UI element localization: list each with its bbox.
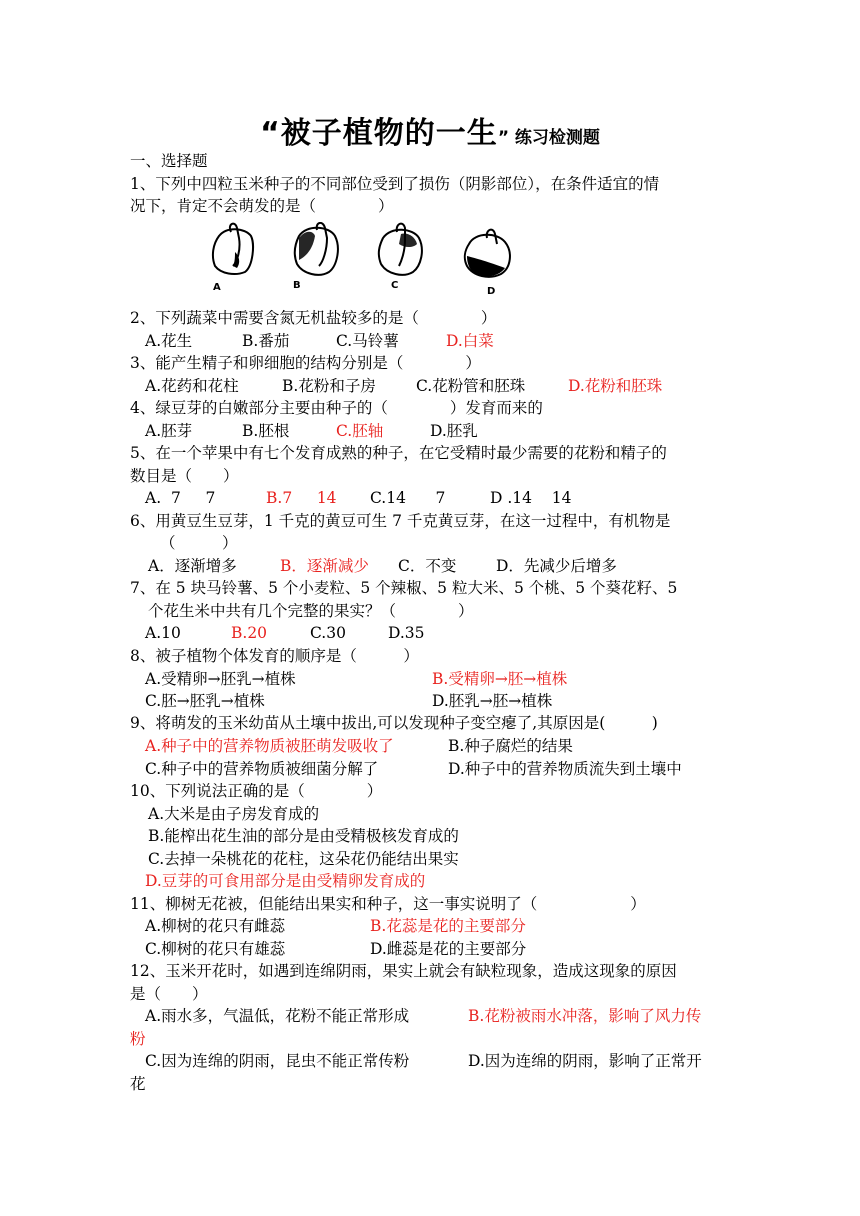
q2-option-b: B.番茄 [242,332,290,350]
title-sub: ” 练习检测题 [497,128,600,148]
q7-option-c: C.30 [310,624,346,642]
q12-option-c: C.因为连绵的阴雨，昆虫不能正常传粉 [145,1052,410,1070]
seed-b [293,223,338,291]
q12-option-b-answer: B.花粉被雨水冲落，影响了风力传 [468,1007,702,1025]
q11-option-c: C.柳树的花只有雄蕊 [145,940,286,958]
q4-option-a: A.胚芽 [145,422,193,440]
q1-line2: 况下，肯定不会萌发的是（ ） [130,197,394,215]
q11-stem: 11、柳树无花被，但能结出果实和种子，这一事实说明了（ ） [130,895,646,913]
q12-line1: 12、玉米开花时，如遇到连绵阴雨，果实上就会有缺粒现象，造成这现象的原因 [130,962,677,980]
q5-option-c: C.14 7 [370,489,446,507]
seed-d [465,230,510,297]
q7-option-d: D.35 [388,624,425,642]
q3-option-b: B.花粉和子房 [282,377,376,395]
q5-option-a: A. 7 7 [145,489,216,507]
q6-option-d: D．先减少后增多 [496,557,617,575]
seed-c [379,224,422,291]
q10-option-b: B.能榨出花生油的部分是由受精极核发育成的 [148,827,459,845]
q6-option-b-answer: B．逐渐减少 [280,557,369,575]
q8-stem: 8、被子植物个体发育的顺序是（ ） [130,647,419,665]
q6-line2: （ ） [160,534,238,552]
seed-c-label: C [391,280,399,291]
q4-option-d: D.胚乳 [430,422,478,440]
q11-option-a: A.柳树的花只有雌蕊 [145,917,286,935]
q10-option-a: A.大米是由子房发育成的 [148,805,320,823]
q9-option-d: D.种子中的营养物质流失到土壤中 [448,760,682,778]
q7-line1: 7、在 5 块马铃薯、5 个小麦粒、5 个辣椒、5 粒大米、5 个桃、5 个葵花籽、5 [130,579,678,597]
q9-stem: 9、将萌发的玉米幼苗从土壤中拔出,可以发现种子变空瘪了,其原因是( ) [130,714,658,732]
q8-option-a: A.受精卵→胚乳→植株 [145,670,296,688]
seed-b-label: B [293,280,301,291]
q4-option-b: B.胚根 [242,422,290,440]
q5-line1: 5、在一个苹果中有七个发育成熟的种子，在它受精时最少需要的花粉和精子的 [130,444,667,462]
q2-option-c: C.马铃薯 [336,332,399,350]
q3-option-d-answer: D.花粉和胚珠 [568,377,663,395]
q4-stem: 4、绿豆芽的白嫩部分主要由种子的（ ）发育而来的 [130,399,543,417]
q7-option-a: A.10 [145,624,181,642]
q1-line1: 1、下列中四粒玉米种子的不同部位受到了损伤（阴影部位），在条件适宜的情 [130,175,660,193]
q3-option-c: C.花粉管和胚珠 [416,377,526,395]
q9-option-c: C.种子中的营养物质被细菌分解了 [145,760,379,778]
q12-option-d: D.因为连绵的阴雨，影响了正常开 [468,1052,702,1070]
q11-option-d: D.雌蕊是花的主要部分 [370,940,527,958]
q10-stem: 10、下列说法正确的是（ ） [130,782,383,800]
q2-stem: 2、下列蔬菜中需要含氮无机盐较多的是（ ） [130,309,497,327]
q9-option-b: B.种子腐烂的结果 [448,737,573,755]
q8-option-c: C.胚→胚乳→植株 [145,692,265,710]
q6-option-a: A．逐渐增多 [148,557,237,575]
q12-option-d-cont: 花 [130,1075,146,1093]
q5-line2: 数目是（ ） [130,467,239,485]
seed-a [213,224,253,293]
q7-option-b-answer: B.20 [231,624,268,642]
q12-option-b-answer-cont: 粉 [130,1030,146,1048]
q8-option-b-answer: B.受精卵→胚→植株 [432,670,568,688]
seed-d-label: D [487,286,496,297]
q9-option-a-answer: A.种子中的营养物质被胚萌发吸收了 [145,737,394,755]
q7-line2: 个花生米中共有几个完整的果实？（ ） [148,602,474,620]
q10-option-d-answer: D.豆芽的可食用部分是由受精卵发育成的 [145,872,426,890]
q11-option-b-answer: B.花蕊是花的主要部分 [370,917,526,935]
q2-option-a: A.花生 [145,332,193,350]
seed-a-label: A [213,282,221,293]
q6-option-c: C．不变 [398,557,457,575]
q12-line2: 是（ ） [130,985,208,1003]
q2-option-d-answer: D.白菜 [446,332,494,350]
q12-option-a: A.雨水多，气温低，花粉不能正常形成 [145,1007,410,1025]
section-heading: 一、选择题 [130,152,208,170]
corn-seeds-figure [205,222,525,298]
q5-option-b-answer: B.7 14 [266,489,337,507]
q3-option-a: A.花药和花柱 [145,377,239,395]
q10-option-c: C.去掉一朵桃花的花柱，这朵花仍能结出果实 [148,850,459,868]
q8-option-d: D.胚乳→胚→植株 [432,692,553,710]
q5-option-d: D .14 14 [490,489,572,507]
q3-stem: 3、能产生精子和卵细胞的结构分别是（ ） [130,354,481,372]
title-main: “被子植物的一生 [260,116,498,151]
q6-line1: 6、用黄豆生豆芽，1 千克的黄豆可生 7 千克黄豆芽，在这一过程中，有机物是 [130,512,671,530]
page-title [0,108,860,152]
q4-option-c-answer: C.胚轴 [336,422,384,440]
